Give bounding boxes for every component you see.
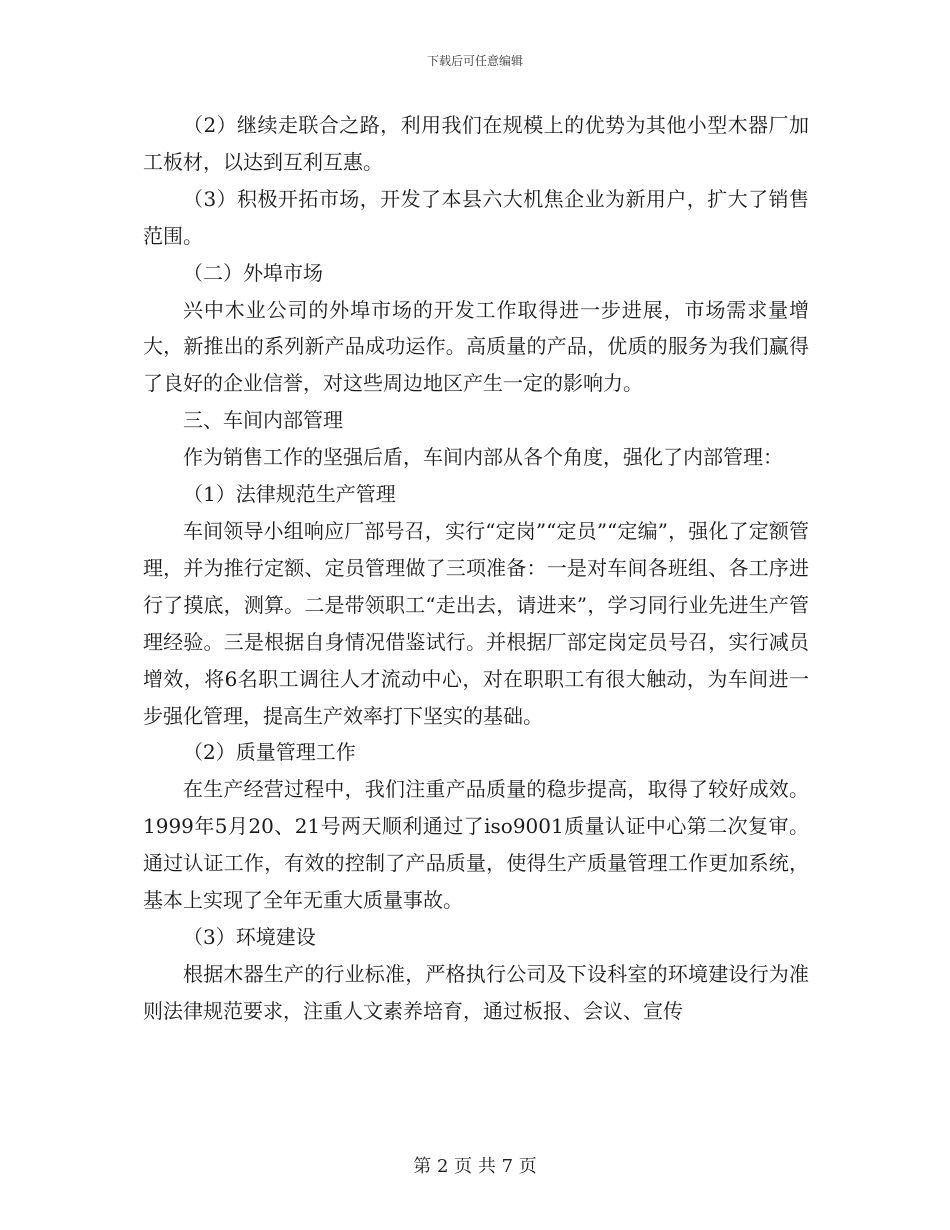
paragraph: （2）继续走联合之路，利用我们在规模上的优势为其他小型木器厂加工板材，以达到互利互惠。	[143, 113, 809, 174]
page-header: 下载后可任意编辑	[426, 54, 523, 68]
paragraph: 兴中木业公司的外埠市场的开发工作取得进一步进展，市场需求量增大，新推出的系列新产品成功运作。高质量的产品，优质的服务为我们赢得了良好的企业信誉，对这些周边地区产生一定的影响力。	[143, 297, 809, 396]
paragraph: 车间领导小组响应厂部号召，实行“定岗”“定员”“定编”，强化了定额管理，并为推行定额、定员管理做了三项准备：一是对车间各班组、各工序进行了摸底，测算。二是带领职工“走出去，请进来”，学习同行业先进生产管理经验。三是根据自身情况借鉴试行。并根据厂部定岗定员号召，实行减员增效，将6名职工调往人才流动中心，对在职职工有很大触动，为车间进一步强化管理，提高生产效率打下坚实的基础。	[143, 518, 809, 728]
section-heading: （2）质量管理工作	[183, 740, 356, 765]
section-heading: 三、车间内部管理	[183, 408, 343, 433]
paragraph: 在生产经营过程中，我们注重产品质量的稳步提高，取得了较好成效。1999年5月20、21号两天顺利通过了iso9001质量认证中心第二次复审。通过认证工作，有效的控制了产品质量，使得生产质量管理工作更加系统，基本上实现了全年无重大质量事故。	[143, 777, 809, 913]
paragraph: （3）积极开拓市场，开发了本县六大机焦企业为新用户，扩大了销售范围。	[143, 186, 809, 248]
section-heading: （二）外埠市场	[183, 260, 323, 285]
paragraph: 根据木器生产的行业标准，严格执行公司及下设科室的环境建设行为准则法律规范要求，注重人文素养培育，通过板报、会议、宣传	[143, 961, 809, 1023]
section-heading: （3）环境建设	[183, 924, 316, 949]
section-heading: （1）法律规范生产管理	[183, 482, 396, 507]
page-footer: 第 2 页 共 7 页	[413, 1156, 537, 1177]
document-body	[143, 107, 809, 1030]
paragraph: 作为销售工作的坚强后盾，车间内部从各个角度，强化了内部管理：	[183, 445, 783, 470]
